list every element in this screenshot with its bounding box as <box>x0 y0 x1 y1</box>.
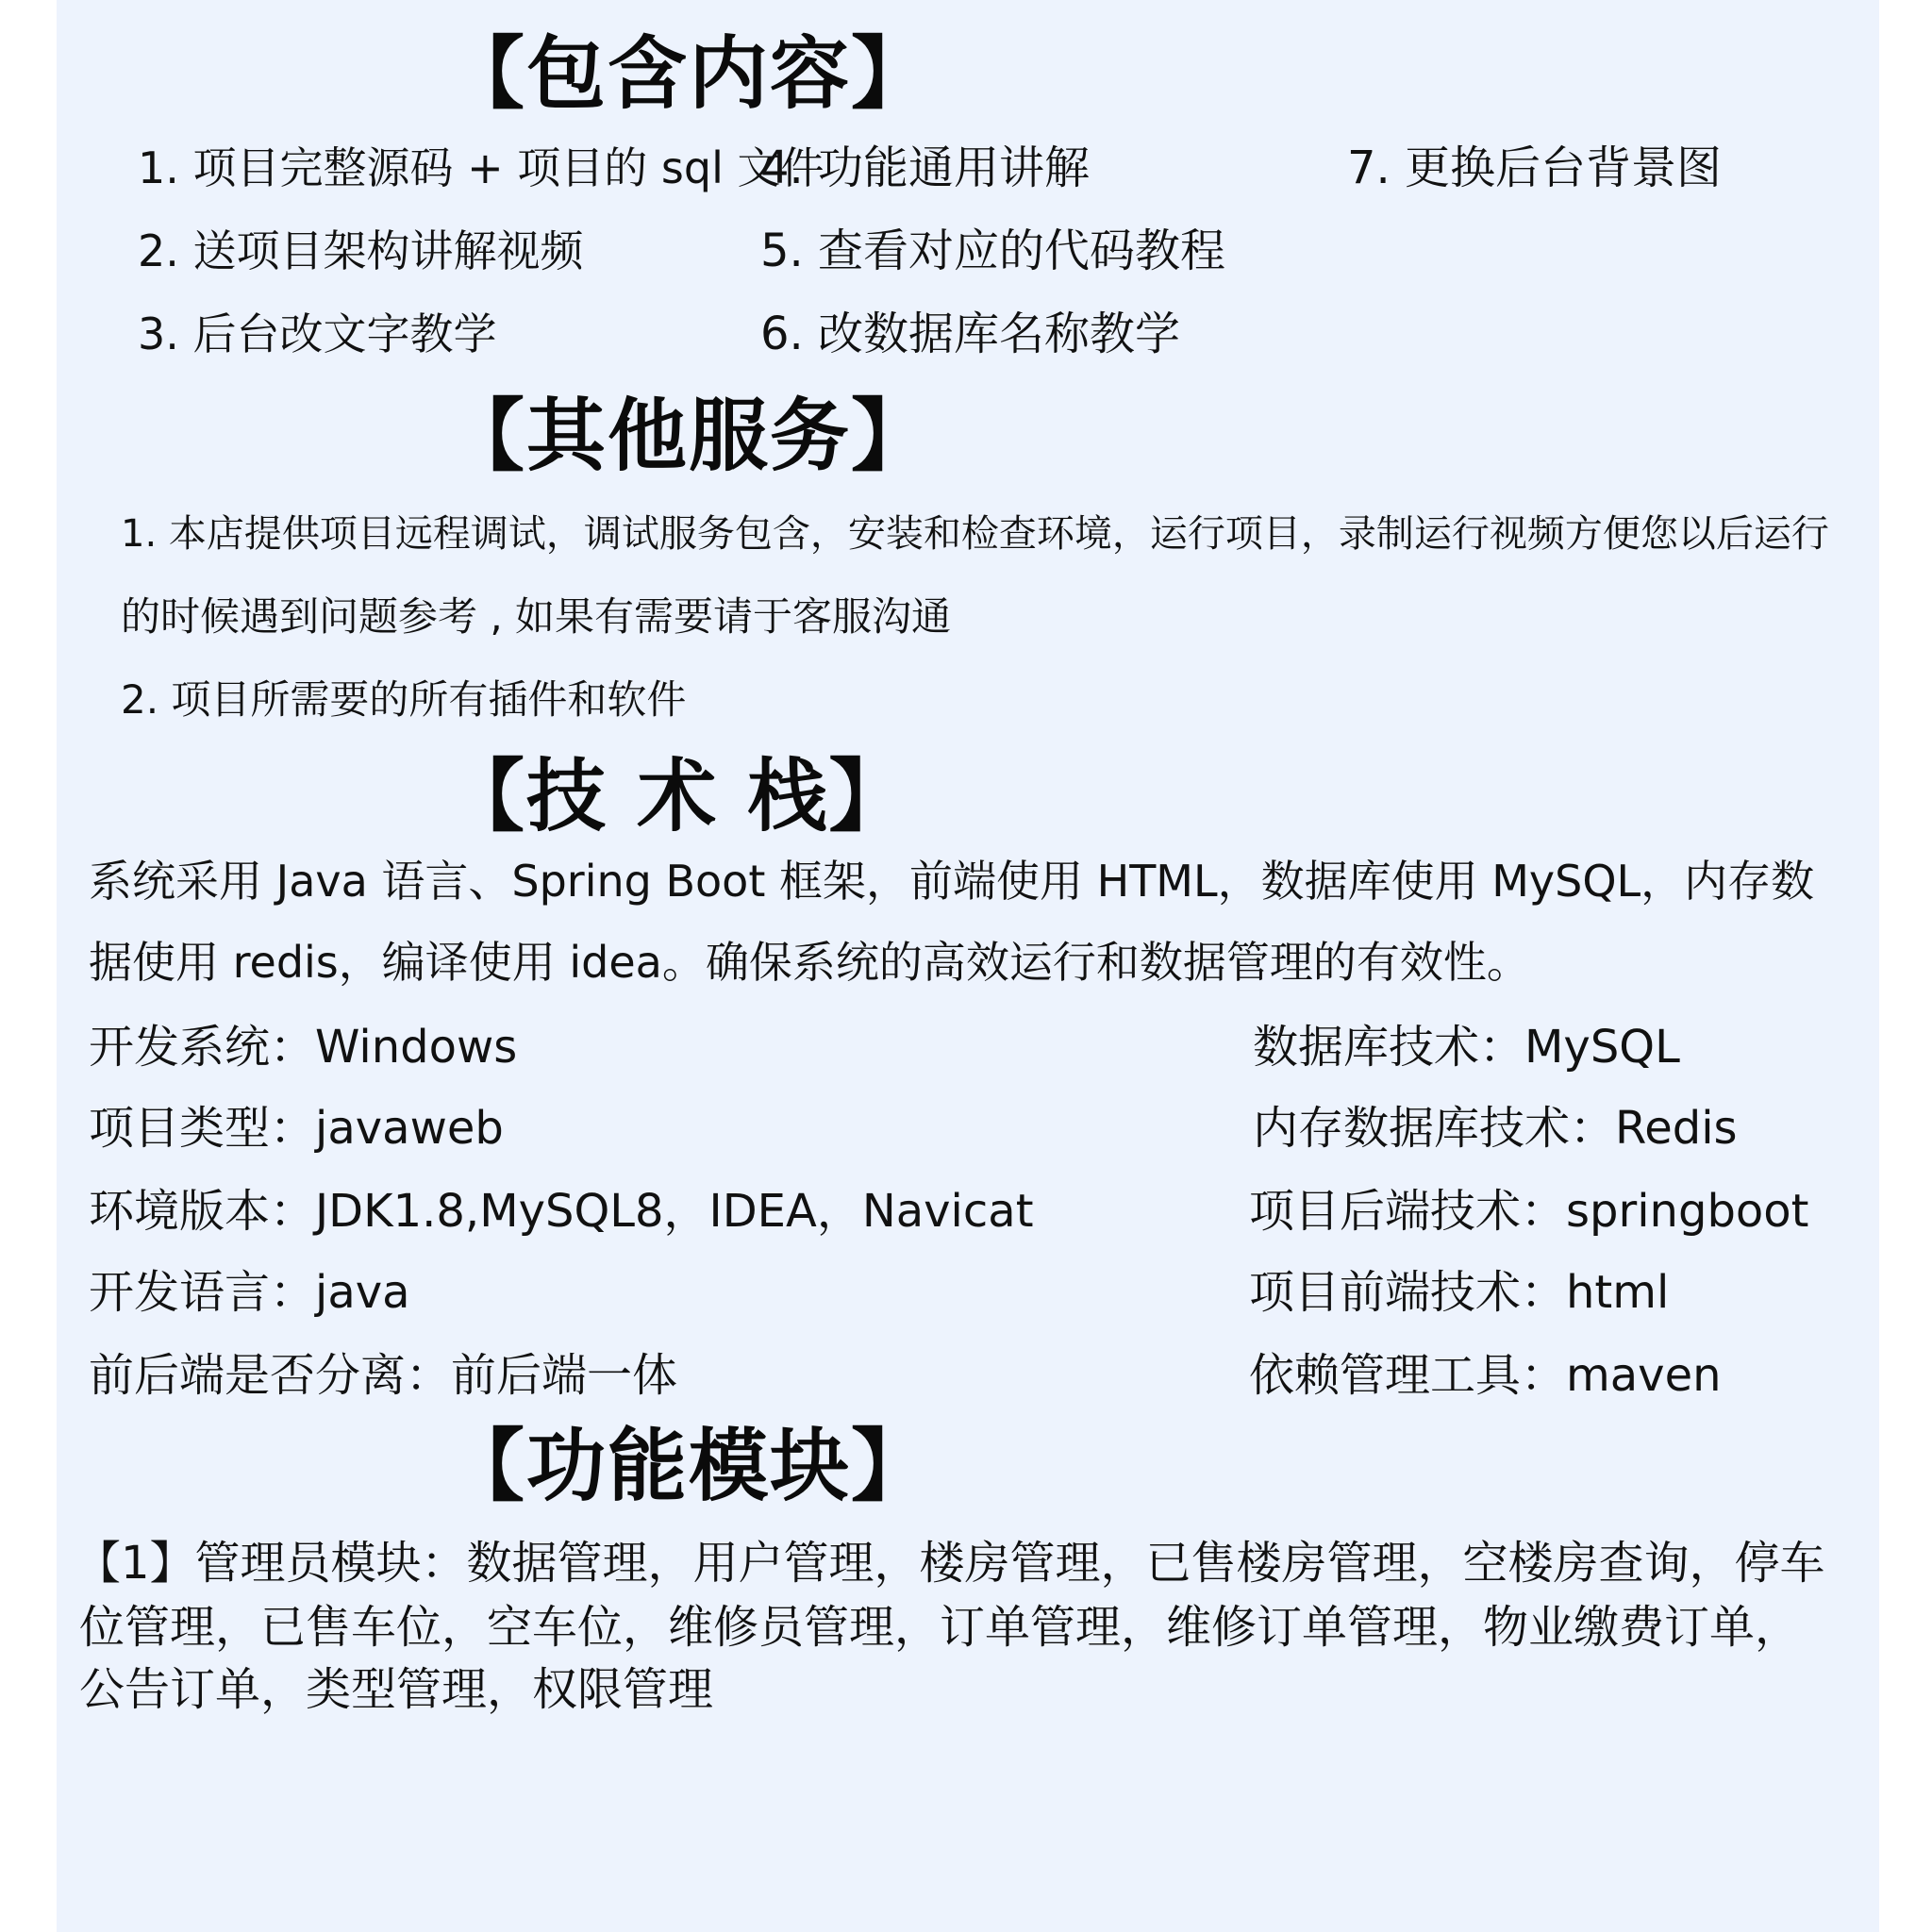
included-item-2: 2. 送项目架构讲解视频 <box>138 225 584 276</box>
tech-environment-version: 环境版本：JDK1.8,MySQL8，IDEA，Navicat <box>89 1185 1034 1238</box>
services-line-2: 的时候遇到问题参考 , 如果有需要请于客服沟通 <box>121 593 952 640</box>
included-section-title: 【包含内容】 <box>445 27 933 120</box>
tech-database: 数据库技术：MySQL <box>1253 1021 1680 1074</box>
content-panel <box>57 0 1879 1932</box>
tech-section-title: 【技 术 栈】 <box>445 750 910 842</box>
included-item-1: 1. 项目完整源码 + 项目的 sql 文件 <box>138 142 824 193</box>
tech-frontend-backend-separation: 前后端是否分离：前后端一体 <box>89 1349 678 1402</box>
services-line-1: 1. 本店提供项目远程调试，调试服务包含，安装和检查环境，运行项目，录制运行视频方便您以后运行 <box>121 512 1829 556</box>
tech-project-type: 项目类型：javaweb <box>89 1102 504 1155</box>
modules-line-2: 位管理，已售车位，空车位，维修员管理，订单管理，维修订单管理，物业缴费订单， <box>79 1601 1801 1654</box>
tech-memory-database: 内存数据库技术：Redis <box>1253 1102 1738 1155</box>
services-line-3: 2. 项目所需要的所有插件和软件 <box>121 676 687 723</box>
tech-backend: 项目后端技术：springboot <box>1249 1185 1809 1238</box>
included-item-5: 5. 查看对应的代码教程 <box>760 225 1226 277</box>
included-item-3: 3. 后台改文字教学 <box>138 308 497 359</box>
included-item-4: 4. 功能通用讲解 <box>760 142 1091 194</box>
tech-description-line-2: 据使用 redis，编译使用 idea。确保系统的高效运行和数据管理的有效性。 <box>89 937 1530 988</box>
tech-description-line-1: 系统采用 Java 语言、Spring Boot 框架，前端使用 HTML，数据库使用 MySQL，内存数 <box>89 856 1815 907</box>
modules-line-3: 公告订单，类型管理，权限管理 <box>79 1663 714 1716</box>
tech-dependency-tool: 依赖管理工具：maven <box>1249 1349 1722 1402</box>
included-item-7: 7. 更换后台背景图 <box>1347 142 1723 194</box>
tech-dev-system: 开发系统：Windows <box>89 1021 518 1074</box>
modules-line-1: 【1】管理员模块：数据管理，用户管理，楼房管理，已售楼房管理，空楼房查询，停车 <box>75 1537 1825 1590</box>
tech-dev-language: 开发语言：java <box>89 1266 410 1319</box>
services-section-title: 【其他服务】 <box>445 390 933 482</box>
included-item-6: 6. 改数据库名称教学 <box>760 308 1181 360</box>
modules-section-title: 【功能模块】 <box>445 1420 933 1512</box>
tech-frontend: 项目前端技术：html <box>1249 1266 1670 1319</box>
